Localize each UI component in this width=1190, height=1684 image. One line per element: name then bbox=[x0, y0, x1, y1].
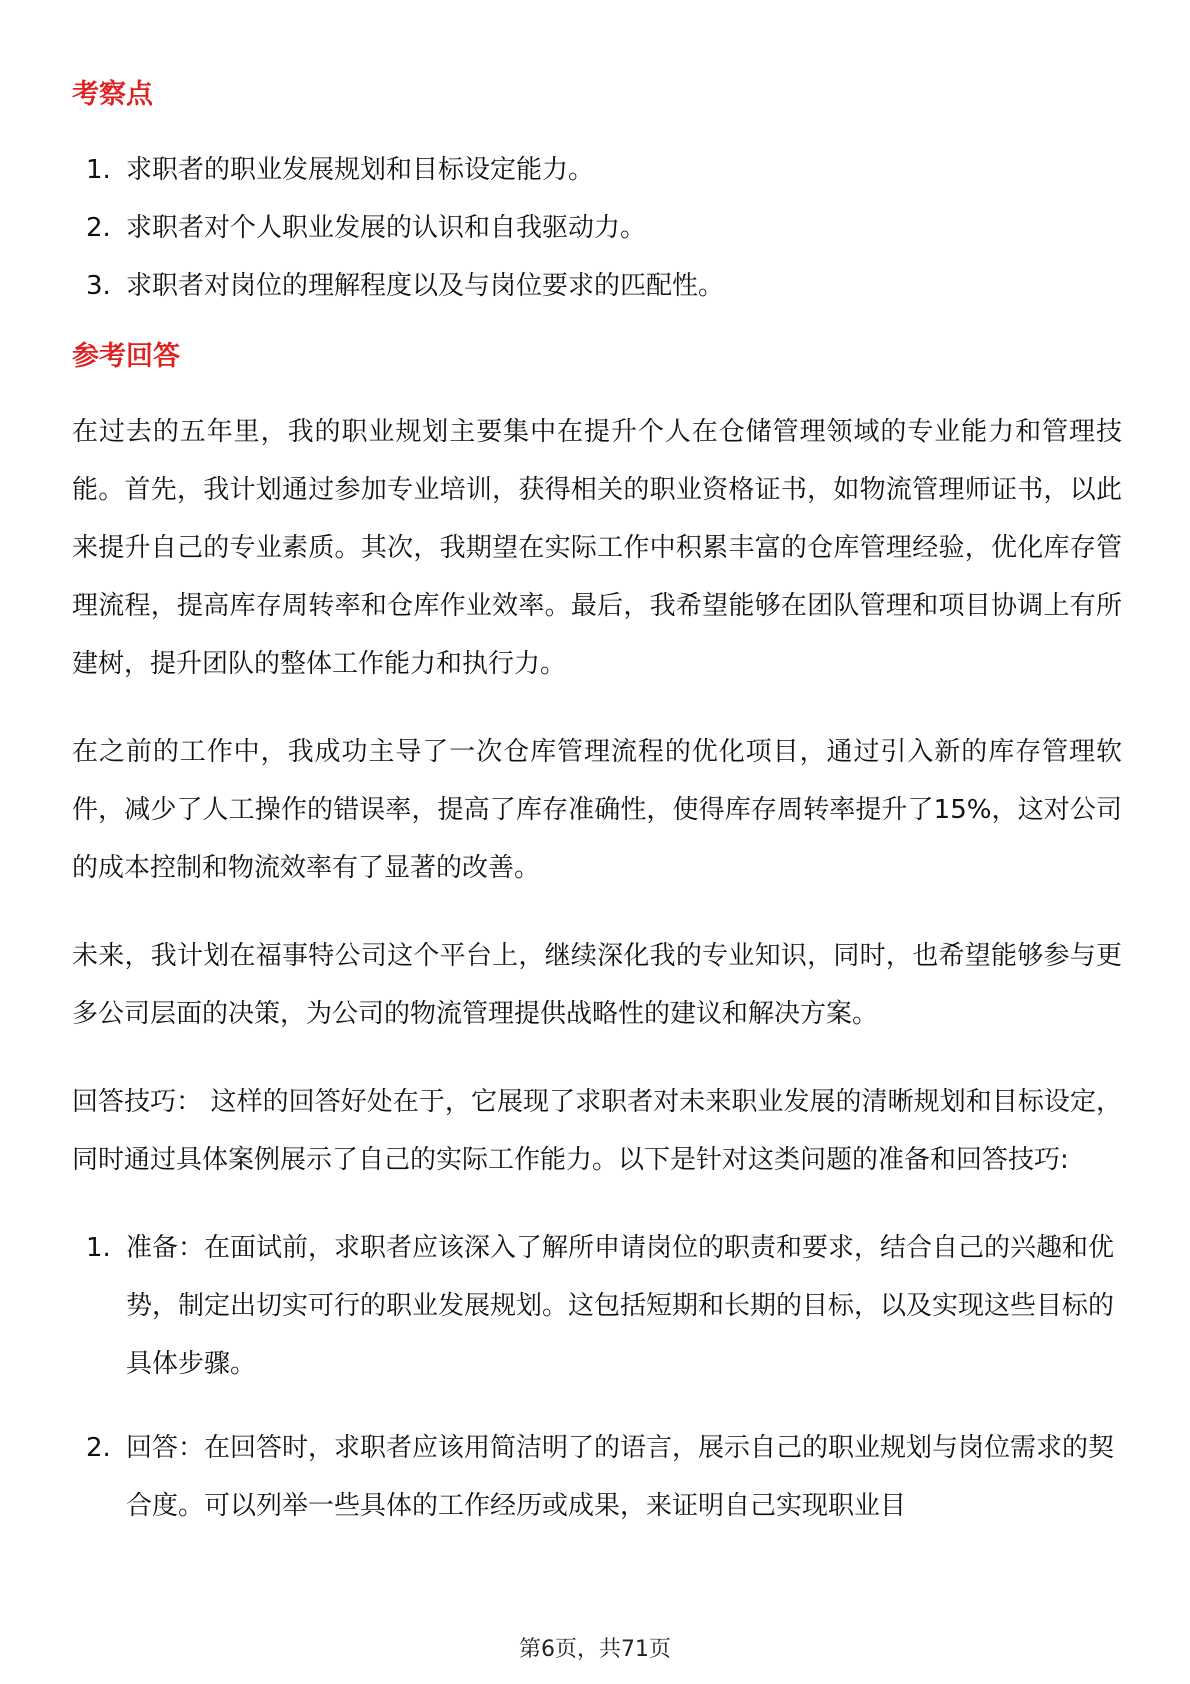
answer-tips-list bbox=[72, 1219, 1122, 1535]
page-number-footer: 第6页，共71页 bbox=[519, 1637, 671, 1662]
answer-paragraph: 在之前的工作中，我成功主导了一次仓库管理流程的优化项目，通过引入新的库存管理软件，减少了人工操作的错误率，提高了库存准确性，使得库存周转率提升了15%，这对公司的成本控制和物流效率有了显著的改善。 bbox=[72, 737, 1122, 883]
page-content bbox=[72, 75, 1122, 1561]
list-item bbox=[72, 141, 1122, 199]
list-item bbox=[72, 199, 1122, 257]
section-title-reference-answer: 参考回答 bbox=[72, 341, 180, 372]
list-item-number: 3. bbox=[86, 271, 111, 301]
list-item-number: 1. bbox=[86, 1233, 111, 1263]
list-item-text: 准备：在面试前，求职者应该深入了解所申请岗位的职责和要求，结合自己的兴趣和优势，制定出切实可行的职业发展规划。这包括短期和长期的目标，以及实现这些目标的具体步骤。 bbox=[126, 1233, 1115, 1379]
answer-tips-paragraph: 回答技巧： 这样的回答好处在于，它展现了求职者对未来职业发展的清晰规划和目标设定，同时通过具体案例展示了自己的实际工作能力。以下是针对这类问题的准备和回答技巧: bbox=[72, 1087, 1122, 1175]
list-item bbox=[72, 1219, 1122, 1393]
examination-points-list bbox=[72, 141, 1122, 315]
list-item-text: 求职者对个人职业发展的认识和自我驱动力。 bbox=[126, 213, 647, 243]
list-item-text: 回答：在回答时，求职者应该用简洁明了的语言，展示自己的职业规划与岗位需求的契合度。可以列举一些具体的工作经历或成果，来证明自己实现职业目 bbox=[126, 1433, 1115, 1521]
answer-paragraph: 未来，我计划在福事特公司这个平台上，继续深化我的专业知识，同时，也希望能够参与更多公司层面的决策，为公司的物流管理提供战略性的建议和解决方案。 bbox=[72, 941, 1122, 1029]
list-item-text: 求职者对岗位的理解程度以及与岗位要求的匹配性。 bbox=[126, 271, 725, 301]
answer-paragraph: 在过去的五年里，我的职业规划主要集中在提升个人在仓储管理领域的专业能力和管理技能。首先，我计划通过参加专业培训，获得相关的职业资格证书，如物流管理师证书，以此来提升自己的专业素质。其次，我期望在实际工作中积累丰富的仓库管理经验，优化库存管理流程，提高库存周转率和仓库作业效率。最后，我希望能够在团队管理和项目协调上有所建树，提升团队的整体工作能力和执行力。 bbox=[72, 417, 1122, 679]
list-item-number: 2. bbox=[86, 1433, 111, 1463]
list-item-number: 1. bbox=[86, 155, 111, 185]
list-item-text: 求职者的职业发展规划和目标设定能力。 bbox=[126, 155, 595, 185]
section-title-examination-points: 考察点 bbox=[72, 79, 153, 110]
list-item-number: 2. bbox=[86, 213, 111, 243]
list-item bbox=[72, 257, 1122, 315]
list-item bbox=[72, 1419, 1122, 1535]
